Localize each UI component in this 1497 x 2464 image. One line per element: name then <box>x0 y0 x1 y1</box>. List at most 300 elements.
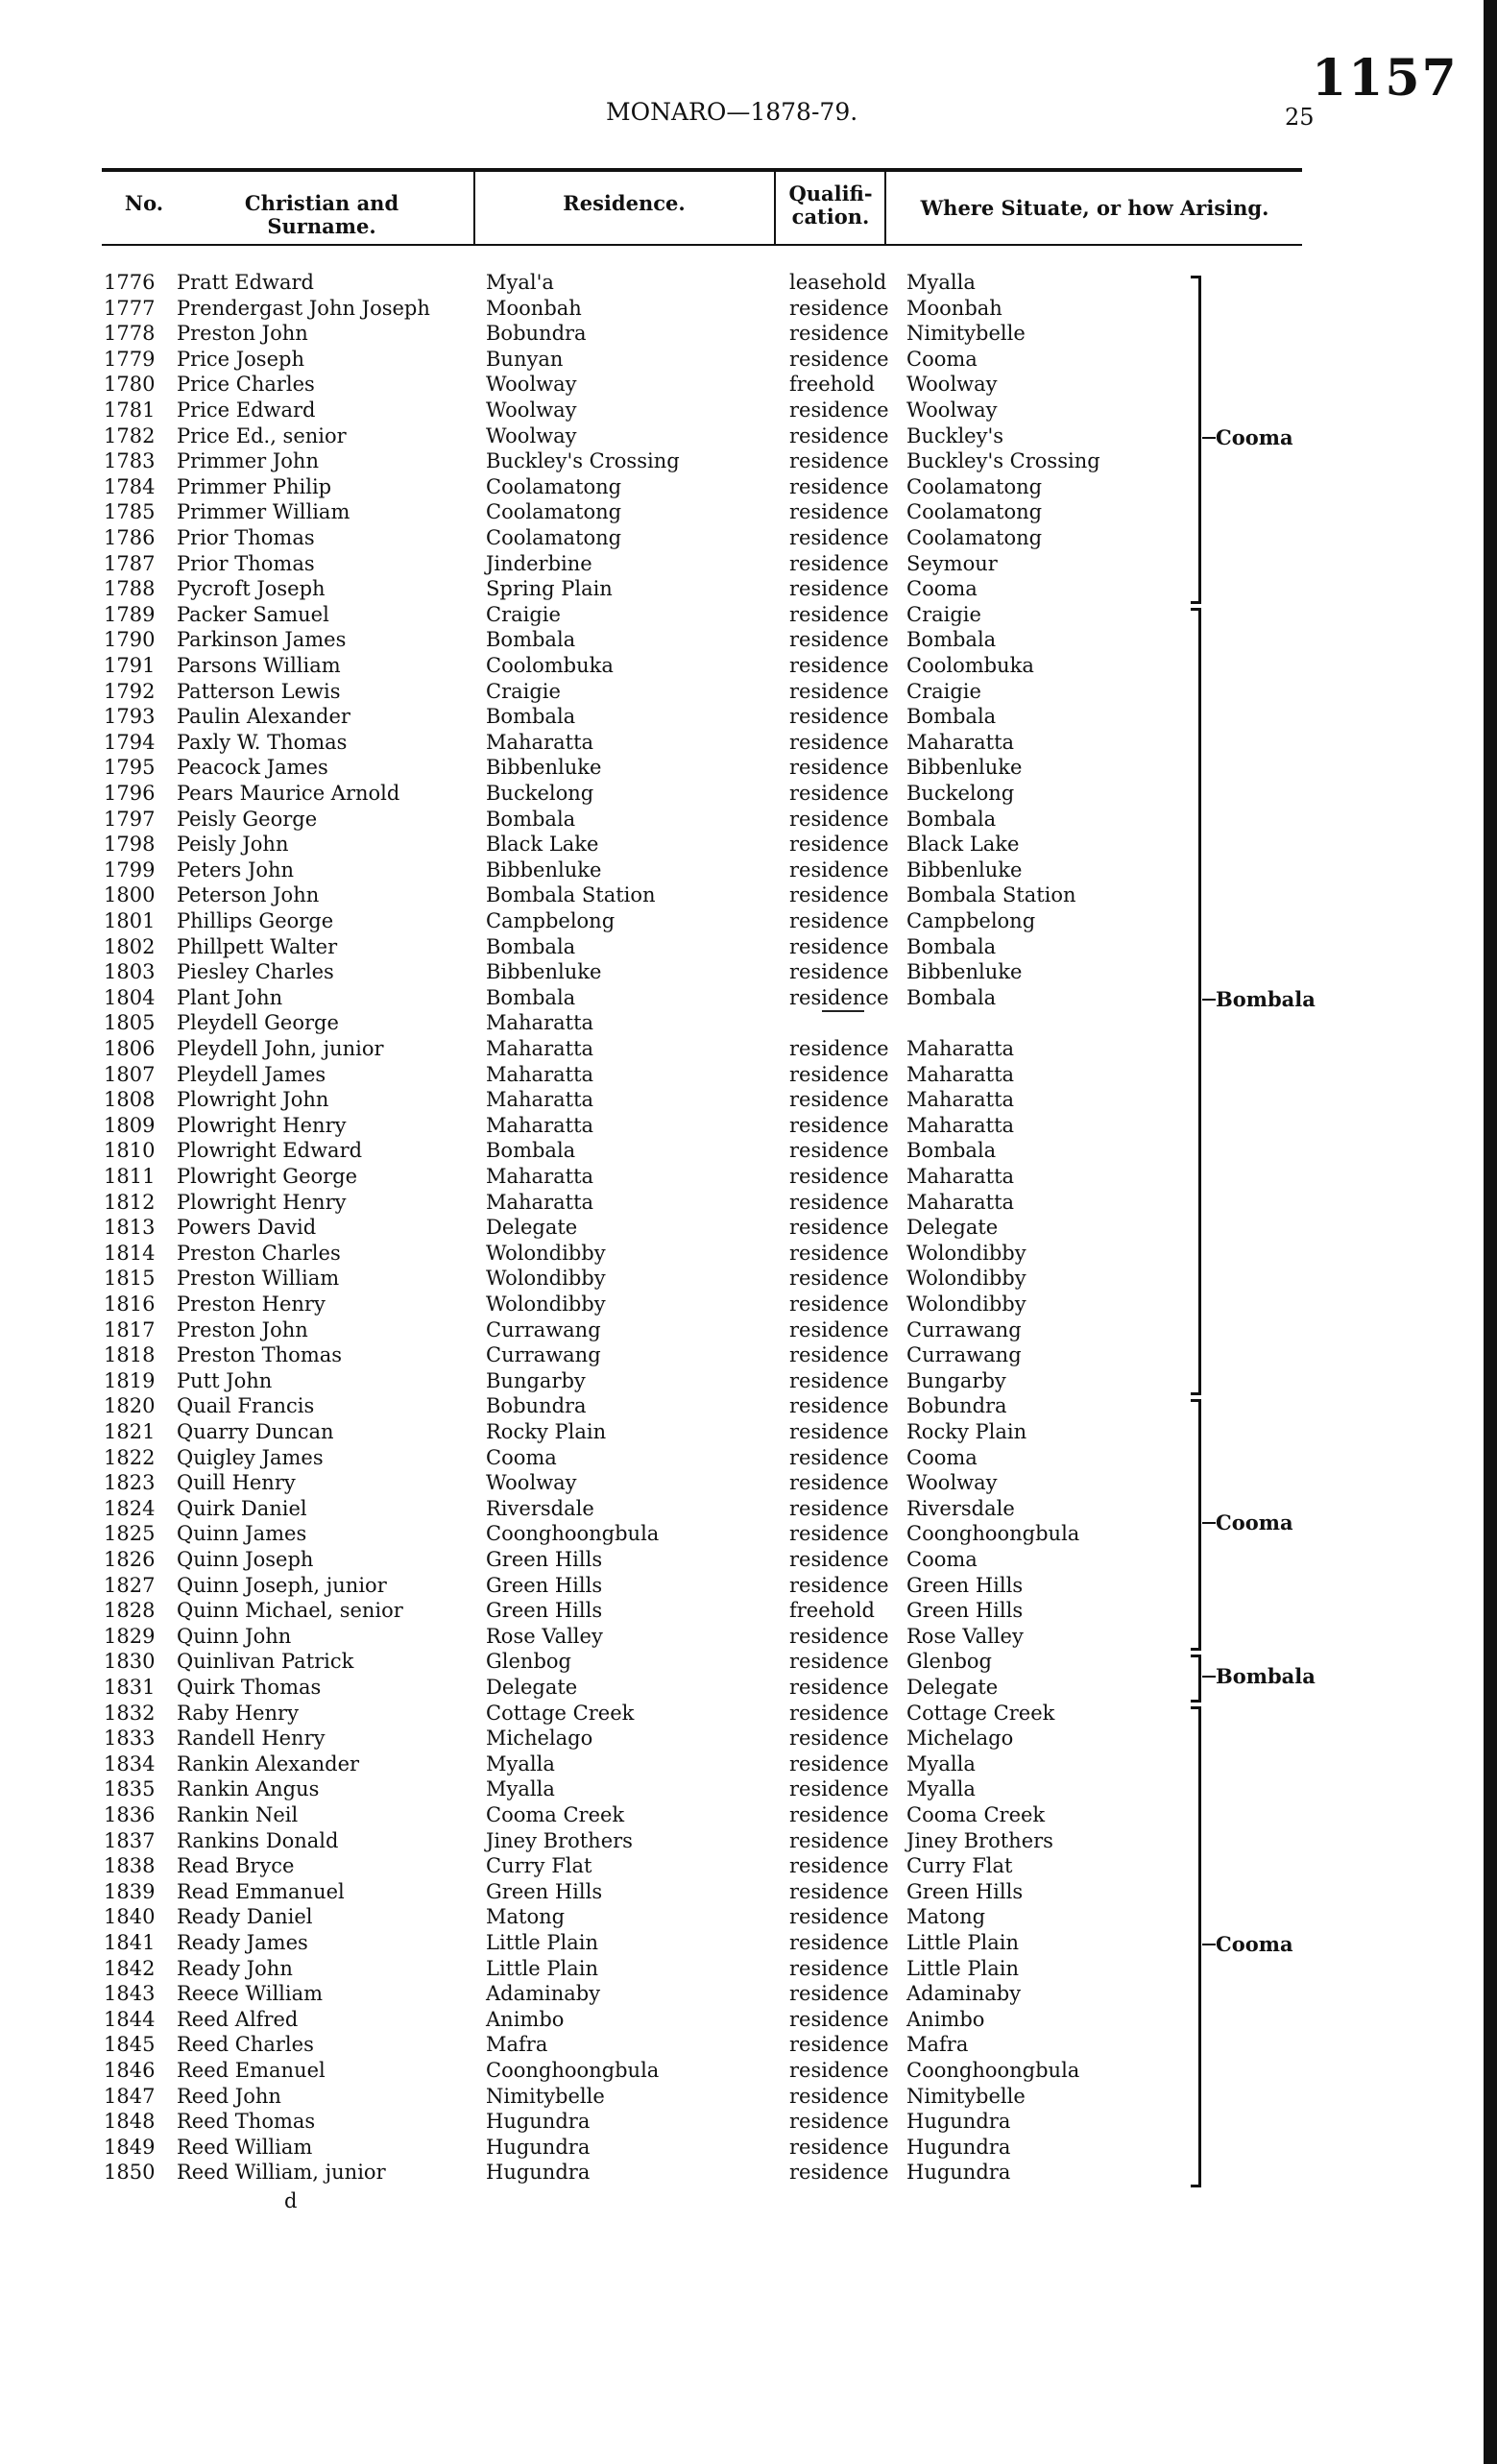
entry-name: Preston William <box>177 1267 340 1291</box>
table-row <box>0 1036 1440 1062</box>
entry-residence: Bombala <box>486 628 576 652</box>
blank-dash <box>822 1010 864 1012</box>
entry-number: 1813 <box>104 1216 156 1240</box>
entry-qualification: residence <box>789 500 889 524</box>
entry-name: Prior Thomas <box>177 551 315 575</box>
entry-qualification: residence <box>789 730 889 754</box>
entry-number: 1849 <box>104 2135 156 2159</box>
entry-number: 1786 <box>104 526 156 549</box>
entry-number: 1782 <box>104 423 156 447</box>
table-row <box>0 2058 1440 2084</box>
entry-qualification: residence <box>789 654 889 677</box>
entry-qualification: freehold <box>789 1599 875 1623</box>
entry-residence: Maharatta <box>486 1165 594 1188</box>
entry-name: Peters John <box>177 858 295 882</box>
entry-where: Wolondibby <box>906 1292 1026 1316</box>
entry-residence: Currawang <box>486 1343 601 1367</box>
entry-where: Buckley's <box>906 423 1004 447</box>
header-divider-3 <box>884 171 886 245</box>
entry-number: 1781 <box>104 399 156 422</box>
entry-qualification: residence <box>789 934 889 958</box>
entry-where: Green Hills <box>906 1573 1024 1597</box>
entry-name: Paulin Alexander <box>177 705 350 729</box>
entry-where: Maharatta <box>906 1190 1015 1214</box>
entry-qualification: residence <box>789 577 889 601</box>
entry-qualification: residence <box>789 833 889 857</box>
table-row <box>0 1164 1440 1190</box>
entry-where: Nimitybelle <box>906 322 1026 346</box>
entry-name: Raby Henry <box>177 1701 299 1725</box>
bracket <box>1191 1655 1201 1702</box>
table-row <box>0 755 1440 781</box>
table-row <box>0 730 1440 756</box>
entry-residence: Coolamatong <box>486 526 622 549</box>
entry-number: 1840 <box>104 1905 156 1929</box>
bracket-label: Cooma <box>1216 424 1293 449</box>
entry-name: Quinn Joseph, junior <box>177 1573 387 1597</box>
entry-name: Primmer Philip <box>177 474 332 498</box>
table-row <box>0 1266 1440 1292</box>
entry-where: Wolondibby <box>906 1241 1026 1265</box>
entry-where: Bombala <box>906 705 997 729</box>
entry-name: Quinn John <box>177 1624 292 1648</box>
entry-qualification: residence <box>789 1624 889 1648</box>
table-row <box>0 347 1440 373</box>
scan-edge <box>1484 0 1497 2464</box>
entry-name: Ready Daniel <box>177 1905 313 1929</box>
entry-residence: Woolway <box>486 373 577 397</box>
entry-residence: Myal'a <box>486 271 554 294</box>
entry-name: Pleydell John, junior <box>177 1037 384 1060</box>
entry-number: 1842 <box>104 1956 156 1980</box>
entry-qualification: residence <box>789 628 889 652</box>
entry-residence: Jinderbine <box>486 551 592 575</box>
table-row <box>0 551 1440 577</box>
entry-where: Cooma <box>906 577 978 601</box>
entry-qualification: residence <box>789 1165 889 1188</box>
entry-name: Packer Samuel <box>177 602 329 626</box>
table-row <box>0 1956 1440 1982</box>
table-row <box>0 704 1440 730</box>
entry-residence: Buckley's Crossing <box>486 449 680 473</box>
entry-residence: Rose Valley <box>486 1624 603 1648</box>
table-row <box>0 1241 1440 1267</box>
entry-residence: Maharatta <box>486 1011 594 1035</box>
entry-residence: Hugundra <box>486 2110 591 2134</box>
entry-qualification: residence <box>789 858 889 882</box>
entry-qualification: residence <box>789 1905 889 1929</box>
table-row <box>0 1393 1440 1419</box>
entry-name: Preston Thomas <box>177 1343 343 1367</box>
entry-name: Putt John <box>177 1368 273 1392</box>
entry-name: Pleydell James <box>177 1062 326 1086</box>
table-row <box>0 296 1440 322</box>
entry-number: 1812 <box>104 1190 156 1214</box>
entry-residence: Jiney Brothers <box>486 1828 633 1852</box>
entry-where: Little Plain <box>906 1956 1019 1980</box>
entry-residence: Craigie <box>486 679 561 703</box>
table-row <box>0 2109 1440 2135</box>
entry-number: 1815 <box>104 1267 156 1291</box>
entry-where: Rocky Plain <box>906 1420 1027 1443</box>
entry-qualification: residence <box>789 1317 889 1341</box>
entry-where: Myalla <box>906 1751 976 1776</box>
entry-name: Read Bryce <box>177 1854 295 1878</box>
entry-where: Maharatta <box>906 730 1015 754</box>
entry-number: 1844 <box>104 2007 156 2031</box>
entry-where: Green Hills <box>906 1599 1024 1623</box>
entry-residence: Bombala <box>486 934 576 958</box>
entry-where: Jiney Brothers <box>906 1828 1053 1852</box>
entry-number: 1836 <box>104 1803 156 1826</box>
table-row <box>0 576 1440 602</box>
entry-qualification: residence <box>789 296 889 320</box>
entry-number: 1823 <box>104 1471 156 1495</box>
entry-name: Reed William, junior <box>177 2161 386 2185</box>
entry-name: Rankin Alexander <box>177 1751 360 1776</box>
entry-residence: Myalla <box>486 1777 555 1801</box>
bracket-tip <box>1202 1944 1216 1945</box>
entry-number: 1803 <box>104 960 156 984</box>
entry-name: Preston Henry <box>177 1292 326 1316</box>
entry-number: 1790 <box>104 628 156 652</box>
entry-residence: Riversdale <box>486 1496 594 1520</box>
header-rule-bottom <box>102 244 1302 246</box>
entry-residence: Craigie <box>486 602 561 626</box>
entry-number: 1814 <box>104 1241 156 1265</box>
entry-where: Bibbenluke <box>906 960 1023 984</box>
entry-where: Hugundra <box>906 2161 1011 2185</box>
table-row <box>0 2084 1440 2110</box>
entry-number: 1809 <box>104 1113 156 1137</box>
entry-name: Preston John <box>177 322 308 346</box>
entry-where: Cooma Creek <box>906 1803 1046 1826</box>
entry-name: Quinlivan Patrick <box>177 1650 354 1674</box>
entry-number: 1796 <box>104 782 156 805</box>
entry-residence: Cottage Creek <box>486 1701 635 1725</box>
entry-where: Black Lake <box>906 833 1020 857</box>
column-header-where: Where Situate, or how Arising. <box>920 196 1269 220</box>
entry-name: Reed William <box>177 2135 313 2159</box>
bracket-tip <box>1202 1522 1216 1524</box>
entry-residence: Maharatta <box>486 1037 594 1060</box>
table-row <box>0 1547 1440 1573</box>
header-divider-1 <box>473 171 475 245</box>
entry-where: Woolway <box>906 373 998 397</box>
bracket <box>1191 1706 1201 2187</box>
entry-name: Patterson Lewis <box>177 679 341 703</box>
entry-where: Coolamatong <box>906 500 1043 524</box>
entry-name: Plowright Henry <box>177 1190 347 1214</box>
entry-name: Phillpett Walter <box>177 934 338 958</box>
table-row <box>0 1368 1440 1394</box>
entry-qualification: residence <box>789 399 889 422</box>
entry-name: Read Emmanuel <box>177 1879 345 1903</box>
entry-where: Coolamatong <box>906 526 1043 549</box>
entry-number: 1783 <box>104 449 156 473</box>
entry-where: Seymour <box>906 551 998 575</box>
entry-name: Reed Charles <box>177 2033 314 2057</box>
entry-number: 1832 <box>104 1701 156 1725</box>
entry-where: Delegate <box>906 1676 999 1699</box>
table-row <box>0 602 1440 628</box>
entry-residence: Maharatta <box>486 1190 594 1214</box>
entry-qualification: residence <box>789 1548 889 1571</box>
table-row <box>0 1470 1440 1496</box>
bracket-label: Bombala <box>1216 1664 1316 1688</box>
table-row <box>0 832 1440 858</box>
entry-name: Quarry Duncan <box>177 1420 334 1443</box>
entry-qualification: residence <box>789 1420 889 1443</box>
column-header-no: No. <box>124 191 164 215</box>
entry-number: 1831 <box>104 1676 156 1699</box>
entry-number: 1828 <box>104 1599 156 1623</box>
entry-qualification: residence <box>789 1368 889 1392</box>
entry-qualification: residence <box>789 1522 889 1546</box>
entry-where: Woolway <box>906 1471 998 1495</box>
entry-qualification: residence <box>789 1803 889 1826</box>
entry-where: Bombala <box>906 628 997 652</box>
table-row <box>0 1981 1440 2007</box>
entry-name: Pratt Edward <box>177 271 314 294</box>
entry-qualification: residence <box>789 883 889 907</box>
entry-residence: Coolamatong <box>486 474 622 498</box>
entry-residence: Bombala Station <box>486 883 656 907</box>
entry-qualification: residence <box>789 1573 889 1597</box>
entry-name: Reed Emanuel <box>177 2059 326 2082</box>
entry-where: Woolway <box>906 399 998 422</box>
entry-qualification: residence <box>789 1241 889 1265</box>
entry-name: Reece William <box>177 1982 324 2006</box>
table-row <box>0 1776 1440 1802</box>
table-row <box>0 499 1440 525</box>
page-title: MONARO—1878-79. <box>606 98 858 126</box>
entry-residence: Animbo <box>486 2007 565 2031</box>
entry-name: Parsons William <box>177 654 341 677</box>
entry-number: 1847 <box>104 2084 156 2108</box>
entry-name: Prior Thomas <box>177 526 315 549</box>
entry-residence: Matong <box>486 1905 566 1929</box>
entry-qualification: residence <box>789 526 889 549</box>
entry-where: Delegate <box>906 1216 999 1240</box>
entry-number: 1778 <box>104 322 156 346</box>
entry-qualification: residence <box>789 2084 889 2108</box>
entry-number: 1793 <box>104 705 156 729</box>
entry-qualification: residence <box>789 474 889 498</box>
entry-qualification: residence <box>789 2059 889 2082</box>
entry-number: 1807 <box>104 1062 156 1086</box>
entry-residence: Wolondibby <box>486 1292 606 1316</box>
bracket-label: Cooma <box>1216 1510 1293 1535</box>
entry-qualification: residence <box>789 602 889 626</box>
entry-qualification: residence <box>789 1727 889 1751</box>
entry-qualification: residence <box>789 1777 889 1801</box>
entry-name: Paxly W. Thomas <box>177 730 348 754</box>
table-row <box>0 1573 1440 1599</box>
table-row <box>0 1215 1440 1241</box>
entry-where: Bombala <box>906 985 997 1009</box>
entry-residence: Green Hills <box>486 1599 603 1623</box>
entry-name: Quail Francis <box>177 1394 315 1418</box>
entry-number: 1804 <box>104 985 156 1009</box>
entry-name: Preston Charles <box>177 1241 341 1265</box>
entry-name: Rankin Angus <box>177 1777 320 1801</box>
entry-qualification: residence <box>789 1139 889 1163</box>
entry-qualification: residence <box>789 1956 889 1980</box>
entry-qualification: residence <box>789 782 889 805</box>
entry-name: Price Ed., senior <box>177 423 347 447</box>
entry-name: Pears Maurice Arnold <box>177 782 400 805</box>
entry-residence: Bombala <box>486 985 576 1009</box>
table-row <box>0 1087 1440 1113</box>
entry-name: Reed Thomas <box>177 2110 316 2134</box>
entry-where: Glenbog <box>906 1650 992 1674</box>
entry-residence: Wolondibby <box>486 1267 606 1291</box>
table-row <box>0 807 1440 833</box>
entry-number: 1799 <box>104 858 156 882</box>
entry-where: Cottage Creek <box>906 1701 1055 1725</box>
entry-qualification: residence <box>789 909 889 932</box>
entry-qualification: residence <box>789 1343 889 1367</box>
table-row <box>0 474 1440 500</box>
entry-name: Plowright Edward <box>177 1139 363 1163</box>
entry-where: Myalla <box>906 1777 976 1801</box>
table-row <box>0 627 1440 653</box>
table-row <box>0 398 1440 423</box>
entry-qualification: residence <box>789 679 889 703</box>
table-row <box>0 2135 1440 2161</box>
entry-residence: Little Plain <box>486 1956 598 1980</box>
entry-where: Maharatta <box>906 1088 1015 1112</box>
entry-residence: Myalla <box>486 1751 555 1776</box>
entry-number: 1791 <box>104 654 156 677</box>
entry-residence: Wolondibby <box>486 1241 606 1265</box>
table-row <box>0 908 1440 934</box>
entry-number: 1805 <box>104 1011 156 1035</box>
entry-qualification: residence <box>789 1037 889 1060</box>
entry-where: Myalla <box>906 271 976 294</box>
entry-where: Coonghoongbula <box>906 2059 1080 2082</box>
table-row <box>0 2032 1440 2058</box>
entry-number: 1784 <box>104 474 156 498</box>
table-row <box>0 1445 1440 1471</box>
entry-qualification: residence <box>789 807 889 831</box>
entry-residence: Bombala <box>486 807 576 831</box>
entry-qualification: residence <box>789 1216 889 1240</box>
entry-number: 1780 <box>104 373 156 397</box>
entry-residence: Coolombuka <box>486 654 614 677</box>
entry-qualification: residence <box>789 960 889 984</box>
entry-where: Nimitybelle <box>906 2084 1026 2108</box>
entry-name: Primmer John <box>177 449 319 473</box>
entry-residence: Glenbog <box>486 1650 571 1674</box>
entry-number: 1788 <box>104 577 156 601</box>
entry-residence: Woolway <box>486 399 577 422</box>
entry-qualification: residence <box>789 1445 889 1469</box>
table-row <box>0 882 1440 908</box>
entry-qualification: residence <box>789 322 889 346</box>
entry-qualification: freehold <box>789 373 875 397</box>
table-row <box>0 2160 1440 2186</box>
table-row <box>0 1419 1440 1445</box>
bracket <box>1191 276 1201 604</box>
entry-residence: Bibbenluke <box>486 756 602 780</box>
entry-where: Coonghoongbula <box>906 1522 1080 1546</box>
entry-where: Mafra <box>906 2033 969 2057</box>
entry-qualification: residence <box>789 1931 889 1954</box>
table-row <box>0 321 1440 347</box>
entry-number: 1802 <box>104 934 156 958</box>
entry-qualification: residence <box>789 1267 889 1291</box>
entry-name: Rankins Donald <box>177 1828 339 1852</box>
table-row <box>0 1317 1440 1343</box>
entry-number: 1816 <box>104 1292 156 1316</box>
entry-qualification: residence <box>789 1828 889 1852</box>
entry-qualification: residence <box>789 1650 889 1674</box>
entry-where: Animbo <box>906 2007 985 2031</box>
entry-residence: Bombala <box>486 1139 576 1163</box>
entry-name: Preston John <box>177 1317 308 1341</box>
entry-number: 1841 <box>104 1931 156 1954</box>
entry-name: Quinn Joseph <box>177 1548 314 1571</box>
entry-number: 1792 <box>104 679 156 703</box>
entry-where: Adaminaby <box>906 1982 1022 2006</box>
entry-number: 1824 <box>104 1496 156 1520</box>
entry-where: Cooma <box>906 1548 978 1571</box>
table-row <box>0 1062 1440 1088</box>
entry-name: Pycroft Joseph <box>177 577 326 601</box>
entry-residence: Nimitybelle <box>486 2084 605 2108</box>
entry-qualification: residence <box>789 1394 889 1418</box>
entry-name: Ready James <box>177 1931 308 1954</box>
entry-where: Campbelong <box>906 909 1036 932</box>
entry-where: Hugundra <box>906 2110 1011 2134</box>
entry-residence: Coolamatong <box>486 500 622 524</box>
table-row <box>0 934 1440 960</box>
entry-where: Currawang <box>906 1343 1022 1367</box>
entry-where: Maharatta <box>906 1165 1015 1188</box>
entry-residence: Bombala <box>486 705 576 729</box>
entry-name: Plowright Henry <box>177 1113 347 1137</box>
entry-residence: Cooma Creek <box>486 1803 625 1826</box>
entry-name: Quinn Michael, senior <box>177 1599 403 1623</box>
entry-name: Price Charles <box>177 373 315 397</box>
entry-qualification: residence <box>789 1292 889 1316</box>
table-row <box>0 525 1440 551</box>
entry-residence: Black Lake <box>486 833 599 857</box>
entry-residence: Little Plain <box>486 1931 598 1954</box>
entry-residence: Moonbah <box>486 296 582 320</box>
entry-name: Ready John <box>177 1956 293 1980</box>
bracket-tip <box>1202 437 1216 439</box>
entry-qualification: residence <box>789 1062 889 1086</box>
entry-where: Little Plain <box>906 1931 1019 1954</box>
entry-qualification: residence <box>789 551 889 575</box>
entry-residence: Maharatta <box>486 1088 594 1112</box>
entry-number: 1825 <box>104 1522 156 1546</box>
entry-number: 1794 <box>104 730 156 754</box>
entry-where: Wolondibby <box>906 1267 1026 1291</box>
entry-number: 1826 <box>104 1548 156 1571</box>
bracket-label: Cooma <box>1216 1932 1293 1957</box>
entry-name: Price Edward <box>177 399 316 422</box>
entry-number: 1838 <box>104 1854 156 1878</box>
entry-qualification: residence <box>789 2161 889 2185</box>
entry-name: Price Joseph <box>177 347 304 371</box>
entry-number: 1820 <box>104 1394 156 1418</box>
entry-residence: Adaminaby <box>486 1982 601 2006</box>
entry-number: 1830 <box>104 1650 156 1674</box>
